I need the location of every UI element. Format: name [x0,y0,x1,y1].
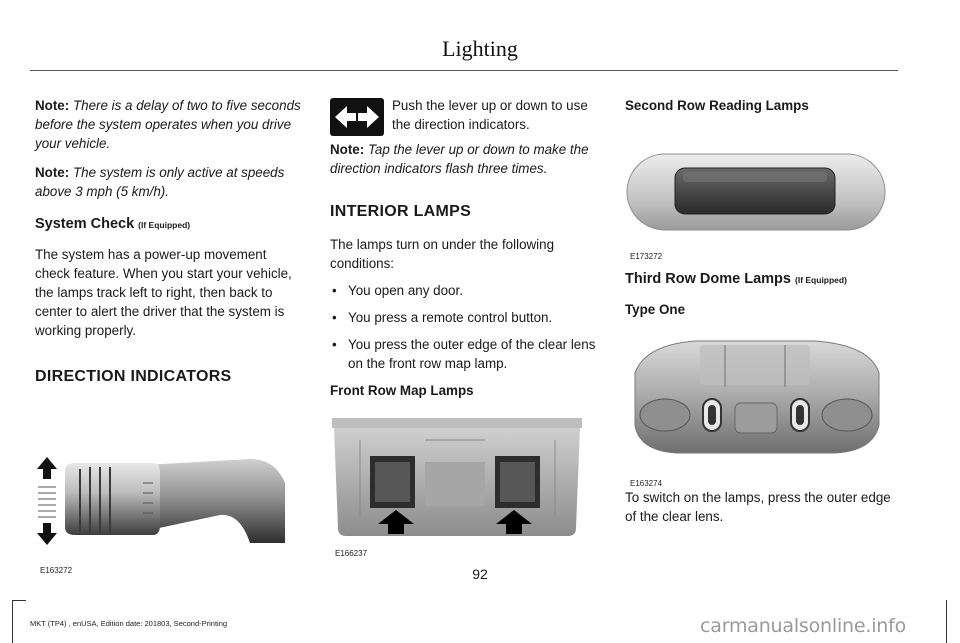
column-3 [625,96,895,526]
note-delay [35,96,303,153]
figure-third-row-dome-lamps [625,333,895,488]
page-number: 92 [472,566,488,582]
interior-lamps-heading: INTERIOR LAMPS [330,203,472,220]
lever-instruction [330,96,600,136]
column-1 [35,96,303,573]
figure-second-row-reading-lamps [625,132,895,260]
figure-code: E173272 [630,252,663,261]
column-2 [330,96,600,568]
system-check-title: System Check [35,216,135,232]
note-text: The system is only active at speeds above 3 mph (5 km/h). [35,165,285,199]
crop-mark [946,600,947,643]
interior-intro: The lamps turn on under the following conditions: [330,237,555,271]
note-speed [35,163,303,201]
crop-mark [12,600,13,643]
figure-code: E166237 [335,549,368,558]
third-row-title: Third Row Dome Lamps [625,271,791,287]
if-equipped-qualifier: (If Equipped) [795,275,847,285]
front-row-map-lamps-illustration [330,418,585,543]
front-row-label: Front Row Map Lamps [330,383,474,398]
note-text: Tap the lever up or down to make the direction indicators flash three times. [330,142,589,176]
list-item: • You open any door. [330,281,600,300]
system-check-heading [35,215,303,235]
direction-indicators-heading: DIRECTION INDICATORS [35,368,232,385]
system-check-body: The system has a power-up movement check feature. When you start your vehicle, the lamps track left to right, then back to center to alert the driver that the system is working properly. [35,247,292,338]
note-label: Note: [35,165,70,180]
page-header-title: Lighting [442,36,518,61]
list-item: • You press a remote control button. [330,308,600,327]
crop-mark [12,600,26,601]
type-one-label: Type One [625,302,686,317]
figure-code: E163272 [40,566,73,575]
note-text: There is a delay of two to five seconds before the system operates when you drive your vehicle. [35,98,301,151]
watermark: carmanualsonline.info [700,615,907,637]
up-down-arrows-icon [37,457,57,545]
header-rule [30,70,898,71]
note-label: Note: [35,98,70,113]
lens-left [640,399,690,431]
note-flash [330,140,600,178]
third-row-dome-lamp-illustration [625,333,887,463]
turn-signal-lever-illustration [35,453,295,553]
second-row-label: Second Row Reading Lamps [625,98,809,113]
list-item: • You press the outer edge of the clear lens on the front row map lamp. [330,335,600,373]
turn-signal-arrows-icon [330,98,384,136]
if-equipped-qualifier: (If Equipped) [138,220,191,230]
note-label: Note: [330,142,365,157]
third-row-heading [625,270,895,290]
switch-icon [703,399,721,431]
lever-text: Push the lever up or down to use the direction indicators. [392,98,588,132]
figure-code: E163274 [630,479,663,488]
second-row-lamp-illustration [625,132,887,240]
switch-icon [791,399,809,431]
footer-edition: MKT (TP4) , enUSA, Edition date: 201803, Second-Printing [30,619,228,628]
lens-right [822,399,872,431]
switch-on-text: To switch on the lamps, press the outer edge of the clear lens. [625,490,891,524]
figure-front-row-map-lamps [330,418,600,568]
figure-turn-signal-lever [35,453,303,573]
conditions-list [330,281,600,373]
